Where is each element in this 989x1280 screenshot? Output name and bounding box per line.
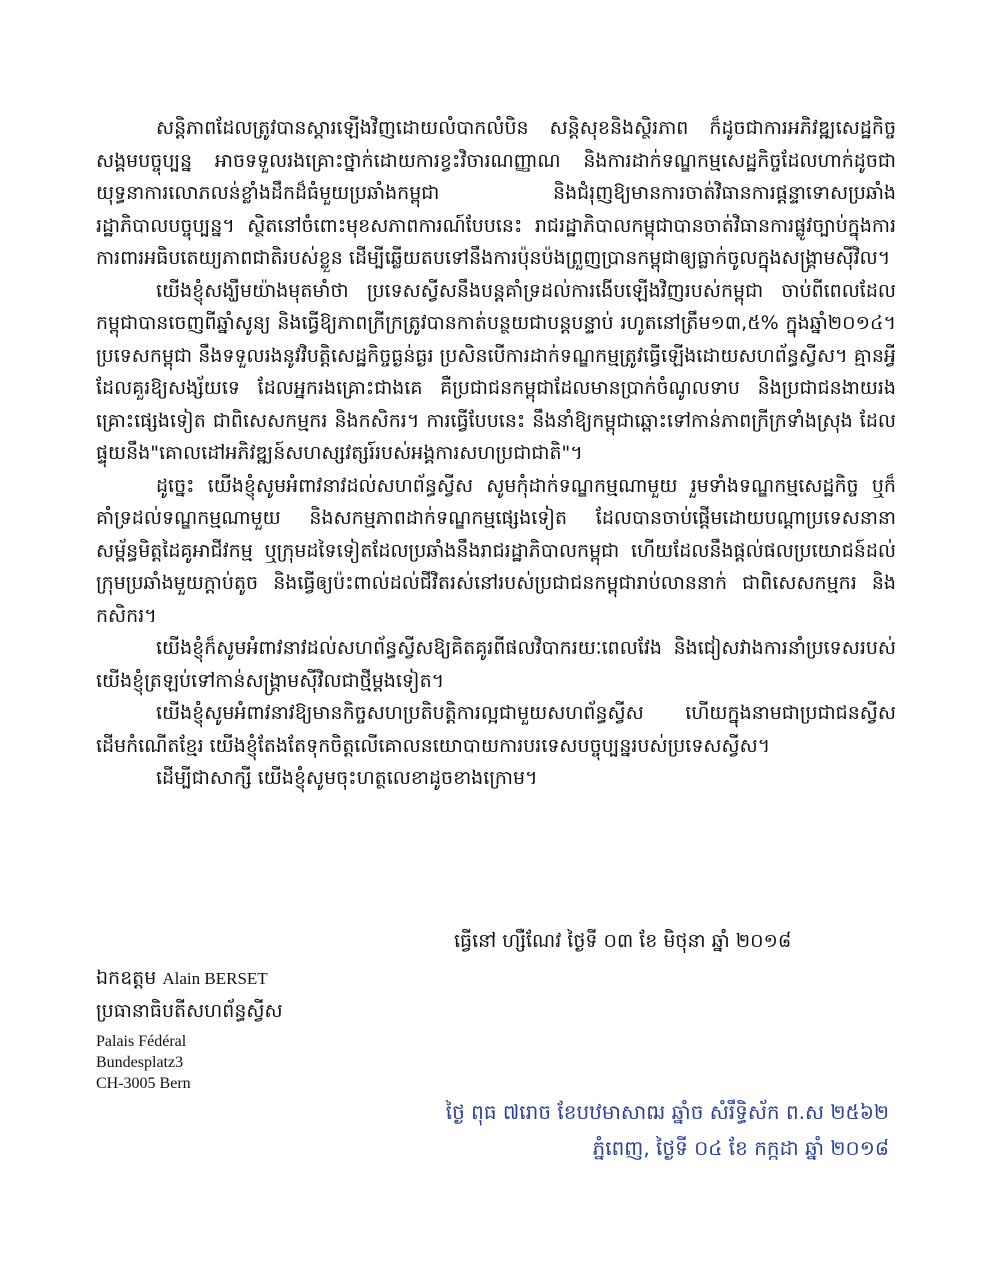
paragraph-hope: យើងខ្ញុំសង្ឃឹមយ៉ាងមុតមាំថា ប្រទេសស្វីសនឹងបន្តគាំទ្រដល់ការងើបឡើងវិញរបស់កម្ពុជា ចាប់ពីពេលដែលកម្ពុជាបានចេញពីឆ្នាំសូន្យ និងធ្វើឱ្យភាពក្រីក្រត្រូវបានកាត់បន្ថយជាបន្តបន្ទាប់ រហូតនៅត្រឹម១៣,៥% ក្នុងឆ្នាំ២០១៤។ ប្រទេសកម្ពុជា នឹងទទួលរងនូវវិបត្តិសេដ្ឋកិច្ចធ្ងន់ធ្ងរ ប្រសិនបើការដាក់ទណ្ឌកម្មត្រូវធ្វើឡើងដោយសហព័ន្ធស្វីស។ គ្មានអ្វីដែលគួរឱ្យសង្ស័យទេ ដែលអ្នករងគ្រោះជាងគេ គឺប្រជាជនកម្ពុជាដែលមានប្រាក់ចំណូលទាប និងប្រជាជនងាយរងគ្រោះផ្សេងទៀត ជាពិសេសកម្មករ និងកសិករ។ ការធ្វើបែបនេះ នឹងនាំឱ្យកម្ពុជាឆ្ពោះទៅកាន់ភាពក្រីក្រទាំងស្រុង ដែលផ្ទុយនឹង"គោលដៅអភិវឌ្ឍន៍សហស្សវត្សរ៍របស់អង្គការសហប្រជាជាតិ"។ bbox=[96, 279, 896, 464]
paragraph-witness: ដើម្បីជាសាក្សី យើងខ្ញុំសូមចុះហត្ថលេខាដូចខាងក្រោម។ bbox=[156, 767, 538, 789]
paragraph-appeal-sanctions: ដូច្នេះ យើងខ្ញុំសូមអំពាវនាវដល់សហព័ន្ធស្វីស សូមកុំដាក់ទណ្ឌកម្មណាមួយ រួមទាំងទណ្ឌកម្មសេដ្ឋកិច្ច ឬក៏គាំទ្រដល់ទណ្ឌកម្មណាមួយ និងសកម្មភាពដាក់ទណ្ឌកម្មផ្សេងទៀត ដែលបានចាប់ផ្តើមដោយបណ្តាប្រទេសនានា សម្ព័ន្ធមិត្តដៃគូអាជីវកម្ម ឬក្រុមដទៃទៀតដែលប្រឆាំងនឹងរាជរដ្ឋាភិបាលកម្ពុជា ហើយដែលនឹងផ្តល់ផលប្រយោជន៍ដល់ក្រុមប្រឆាំងមួយក្តាប់តូច និងធ្វើឲ្យប៉ះពាល់ដល់ជីវិតរស់នៅរបស់ប្រជាជនកម្ពុជារាប់លាននាក់ ជាពិសេសកម្មករ និងកសិករ។ bbox=[96, 474, 896, 627]
letter-body bbox=[96, 112, 896, 795]
recipient-address bbox=[96, 1031, 283, 1094]
recipient-name-line bbox=[96, 962, 283, 995]
recipient-honorific: ឯកឧត្តម bbox=[96, 967, 157, 989]
paragraph-appeal-consequences: យើងខ្ញុំក៏សូមអំពាវនាវដល់សហព័ន្ធស្វីសឱ្យគិតគូរពីផលវិបាករយៈពេលវែង និងជៀសវាងការនាំប្រទេសរបស់យើងខ្ញុំត្រឡប់ទៅកាន់សង្គ្រាមស៊ីវិលជាថ្មីម្តងទៀត។ bbox=[96, 637, 896, 692]
recipient-name: Alain BERSET bbox=[162, 969, 268, 988]
paragraph-peace: សន្តិភាពដែលត្រូវបានស្តារឡើងវិញដោយលំបាកលំបិន សន្តិសុខនិងស្ថិរភាព ក៏ដូចជាការអភិវឌ្ឍសេដ្ឋកិច្ចសង្គមបច្ចុប្បន្ន អាចទទួលរងគ្រោះថ្នាក់ដោយការខ្វះវិចារណញ្ញាណ និងការដាក់ទណ្ឌកម្មសេដ្ឋកិច្ចដែលហាក់ដូចជាយុទ្ធនាការលោភលន់ខ្លាំងដឹកដ៏ធំមួយប្រឆាំងកម្ពុជា និងជំរុញឱ្យមានការចាត់វិធានការផ្តន្ទាទោសប្រឆាំងរដ្ឋាភិបាលបច្ចុប្បន្ន។ ស្ថិតនៅចំពោះមុខសភាពការណ៍បែបនេះ រាជរដ្ឋាភិបាលកម្ពុជាបានចាត់វិធានការផ្លូវច្បាប់ក្នុងការការពារអធិបតេយ្យភាពជាតិរបស់ខ្លួន ដើម្បីឆ្លើយតបទៅនឹងការប៉ុនប៉ងព្រួញប្រានកម្ពុជាឲ្យធ្លាក់ចូលក្នុងសង្គ្រាមស៊ីវិល។ bbox=[96, 117, 896, 269]
recipient-title: ប្រធានាធិបតីសហព័ន្ធស្វីស bbox=[96, 1000, 283, 1022]
address-line: Palais Fédéral bbox=[96, 1033, 187, 1050]
recipient-block bbox=[96, 962, 283, 1094]
footer-solar-date: ភ្នំពេញ, ថ្ងៃទី ០៤ ខែ កក្កដា ឆ្នាំ ២០១៨ bbox=[592, 1136, 889, 1160]
letter-dateline: ធ្វើនៅ ហ្សឺណែវ ថ្ងៃទី ០៣ ខែ មិថុនា ឆ្នាំ ២០១៨ bbox=[454, 930, 792, 952]
footer-lunar-date: ថ្ងៃ ពុធ ៧រោច ខែបឋមាសាឍ ឆ្នាំច សំរឹទ្ធិស័ក ព.ស ២៥៦២ bbox=[445, 1100, 889, 1124]
paragraph-cooperation: យើងខ្ញុំសូមអំពាវនាវឱ្យមានកិច្ចសហប្រតិបត្តិការល្អជាមួយសហព័ន្ធស្វីស ហើយក្នុងនាមជាប្រជាជនស្វីស ដើមកំណើតខ្មែរ យើងខ្ញុំតែងតែទុកចិត្តលើគោលនយោបាយការបរទេសបច្ចុប្បន្នរបស់ប្រទេសស្វីស។ bbox=[96, 702, 896, 757]
address-line: CH-3005 Bern bbox=[96, 1075, 191, 1092]
address-line: Bundesplatz3 bbox=[96, 1054, 184, 1071]
